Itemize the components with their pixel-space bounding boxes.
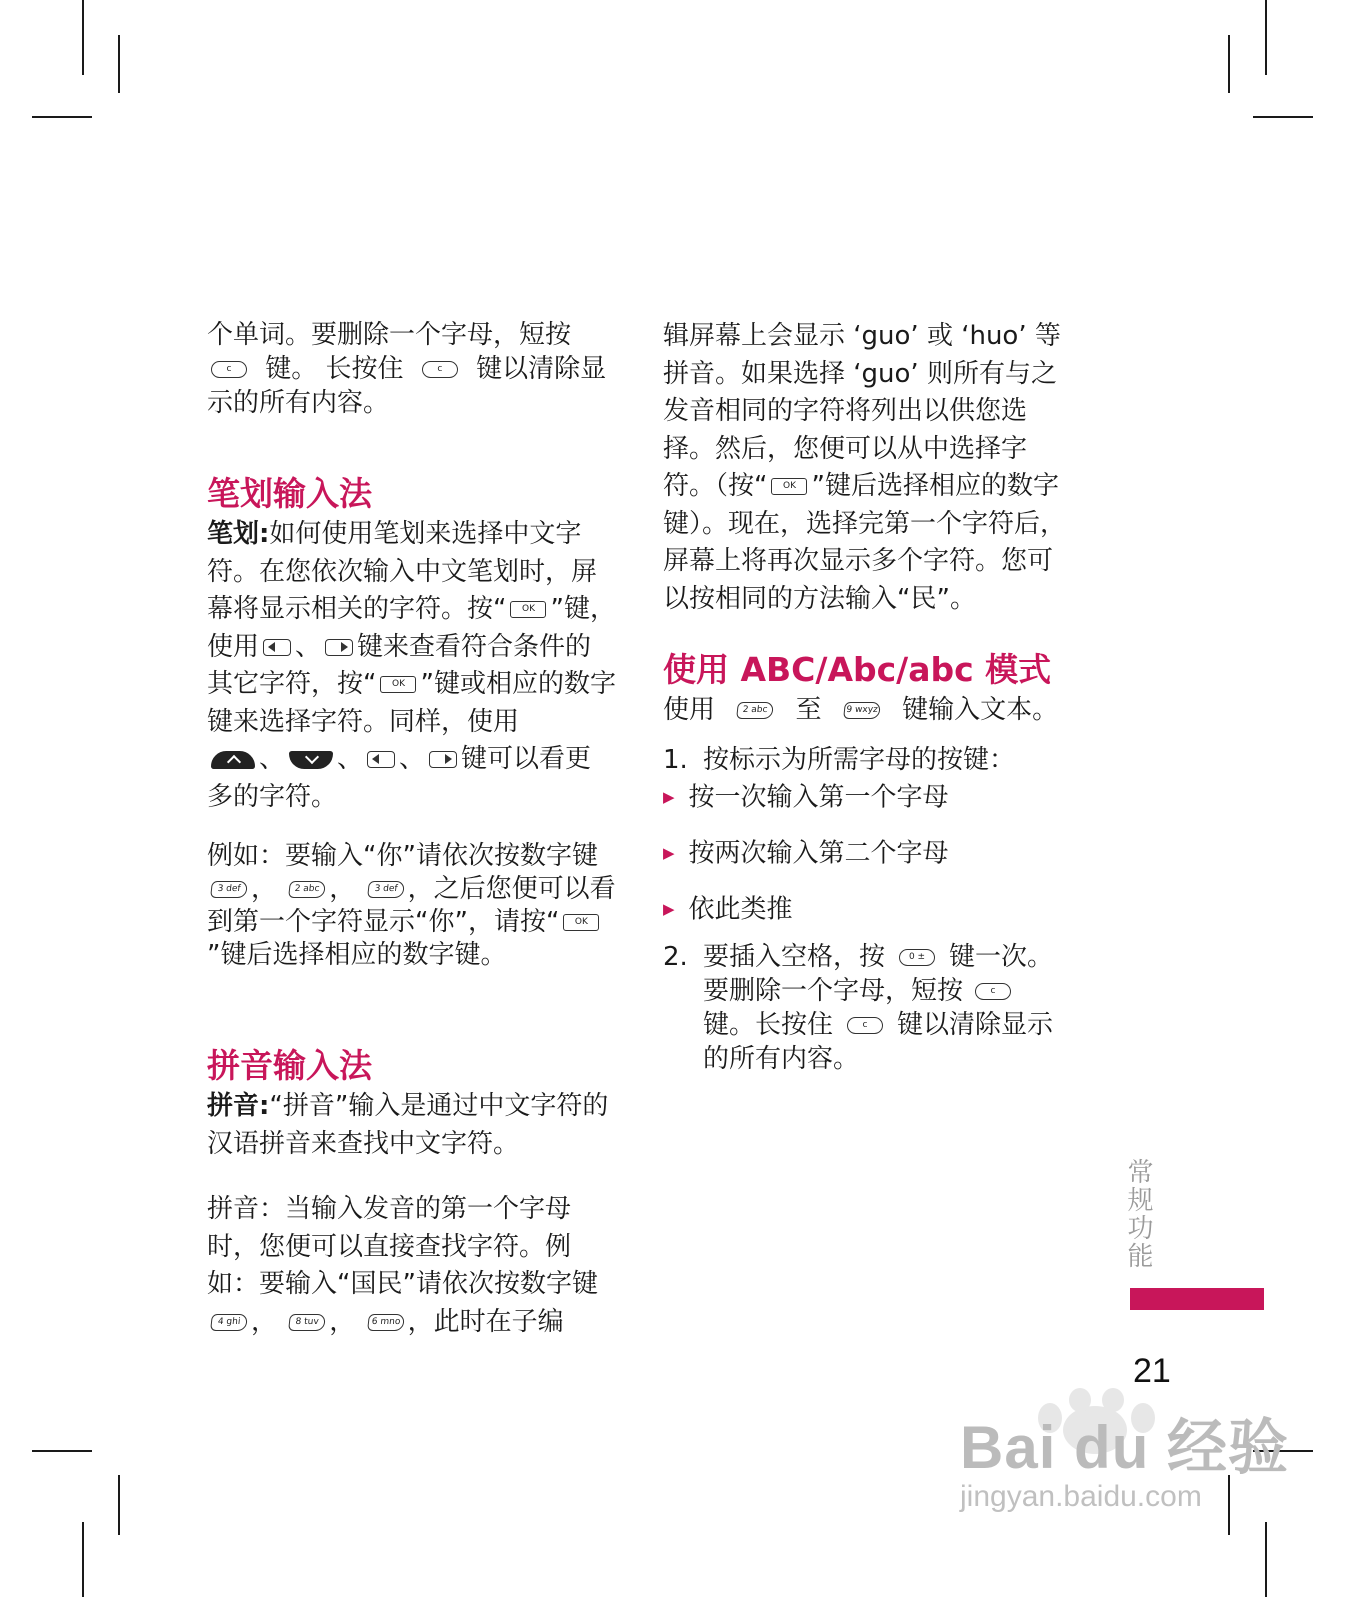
left-key-icon xyxy=(263,639,291,656)
heading-abc-mode: 使用 ABC/Abc/abc 模式 xyxy=(663,650,1052,689)
paragraph-delete: 个单词。要删除一个字母，短按 c 键。 长按住 c 键以清除显示的所有内容。 xyxy=(207,320,607,418)
clear-key-icon: c xyxy=(422,361,458,378)
crop-mark xyxy=(32,116,92,118)
down-key-icon xyxy=(289,751,333,769)
key-6-icon: 6 mno xyxy=(367,1314,405,1331)
heading-pinyin: 拼音输入法 xyxy=(207,1046,372,1085)
page-number: 21 xyxy=(1133,1352,1171,1390)
paragraph-stroke: 笔划:如何使用笔划来选择中文字符。在您依次输入中文笔划时，屏幕将显示相关的字符。按“ OK ”键，使用 、 键来查看符合条件的其它字符，按“ OK ”键或相应的数字键来选择字符。同样，使用 、 、 、 键可以看更多的字符。 xyxy=(207,519,616,812)
right-column xyxy=(663,318,1073,1076)
left-key-icon xyxy=(367,751,395,768)
paragraph-example: 例如：要输入“你”请依次按数字键 3 def ， 2 abc ， 3 def ，之后您便可以看到第一个字符显示“你”，请按“ OK”键后选择相应的数字键。 xyxy=(207,841,616,970)
key-9-icon: 9 wxyz xyxy=(843,702,881,719)
clear-key-icon: c xyxy=(975,983,1011,1000)
crop-mark xyxy=(82,1522,84,1597)
up-key-icon xyxy=(211,751,255,769)
ok-key-icon: OK xyxy=(380,676,416,693)
crop-mark xyxy=(1265,1522,1267,1597)
ok-key-icon: OK xyxy=(771,478,807,495)
key-8-icon: 8 tuv xyxy=(288,1314,326,1331)
bullet-item: ▶ 依此类推 xyxy=(663,891,1073,929)
clear-key-icon: c xyxy=(211,361,247,378)
space-key-icon: 0 ± xyxy=(899,949,935,966)
paragraph-use-keys: 使用 2 abc 至 9 wxyz 键输入文本。 xyxy=(663,695,1059,725)
crop-mark xyxy=(1265,0,1267,75)
bullet-item: ▶ 按一次输入第一个字母 xyxy=(663,779,1073,817)
heading-stroke: 笔划输入法 xyxy=(207,474,372,513)
crop-mark xyxy=(1228,35,1230,93)
section-label: 常规功能 xyxy=(1123,1158,1153,1270)
key-3-icon: 3 def xyxy=(210,881,248,898)
crop-mark xyxy=(32,1450,92,1452)
list-item: 1. 按标示为所需字母的按键： xyxy=(663,744,1016,775)
list-item: 2. 要插入空格，按 0 ± 键一次。要删除一个字母，短按 c键。长按住 c 键以清除显示的所有内容。 xyxy=(663,942,1054,1075)
key-4-icon: 4 ghi xyxy=(210,1314,248,1331)
paragraph-pinyin-example: 拼音：当输入发音的第一个字母时，您便可以直接查找字符。例如：要输入“国民”请依次按数字键4 ghi ， 8 tuv ， 6 mno ，此时在子编 xyxy=(207,1194,598,1337)
key-3-icon: 3 def xyxy=(367,881,405,898)
crop-mark xyxy=(118,1475,120,1535)
paragraph-pinyin: 拼音:“拼音”输入是通过中文字符的汉语拼音来查找中文字符。 xyxy=(207,1091,609,1159)
key-2-icon: 2 abc xyxy=(288,881,326,898)
right-key-icon xyxy=(429,751,457,768)
right-key-icon xyxy=(325,639,353,656)
crop-mark xyxy=(82,0,84,75)
clear-key-icon: c xyxy=(847,1017,883,1034)
paragraph-pinyin-continued: 辑屏幕上会显示 ‘guo’ 或 ‘huo’ 等拼音。如果选择 ‘guo’ 则所有与之发音相同的字符将列出以供您选择。然后，您便可以从中选择字符。（按“ OK ”键后选择相应的数字键）。现在，选择完第一个字符后，屏幕上将再次显示多个字符。您可以按相同的方法输入“民”。 xyxy=(663,321,1067,614)
key-2-icon: 2 abc xyxy=(736,702,774,719)
crop-mark xyxy=(118,35,120,93)
section-tab-bar xyxy=(1130,1288,1264,1310)
bullet-item: ▶ 按两次输入第二个字母 xyxy=(663,835,1073,873)
watermark-brand: Bai du 经验 xyxy=(960,1414,1290,1481)
left-column xyxy=(207,318,617,1341)
crop-mark xyxy=(1253,116,1313,118)
ok-key-icon: OK xyxy=(563,914,599,931)
watermark-url: jingyan.baidu.com xyxy=(960,1480,1202,1513)
ok-key-icon: OK xyxy=(510,601,546,618)
